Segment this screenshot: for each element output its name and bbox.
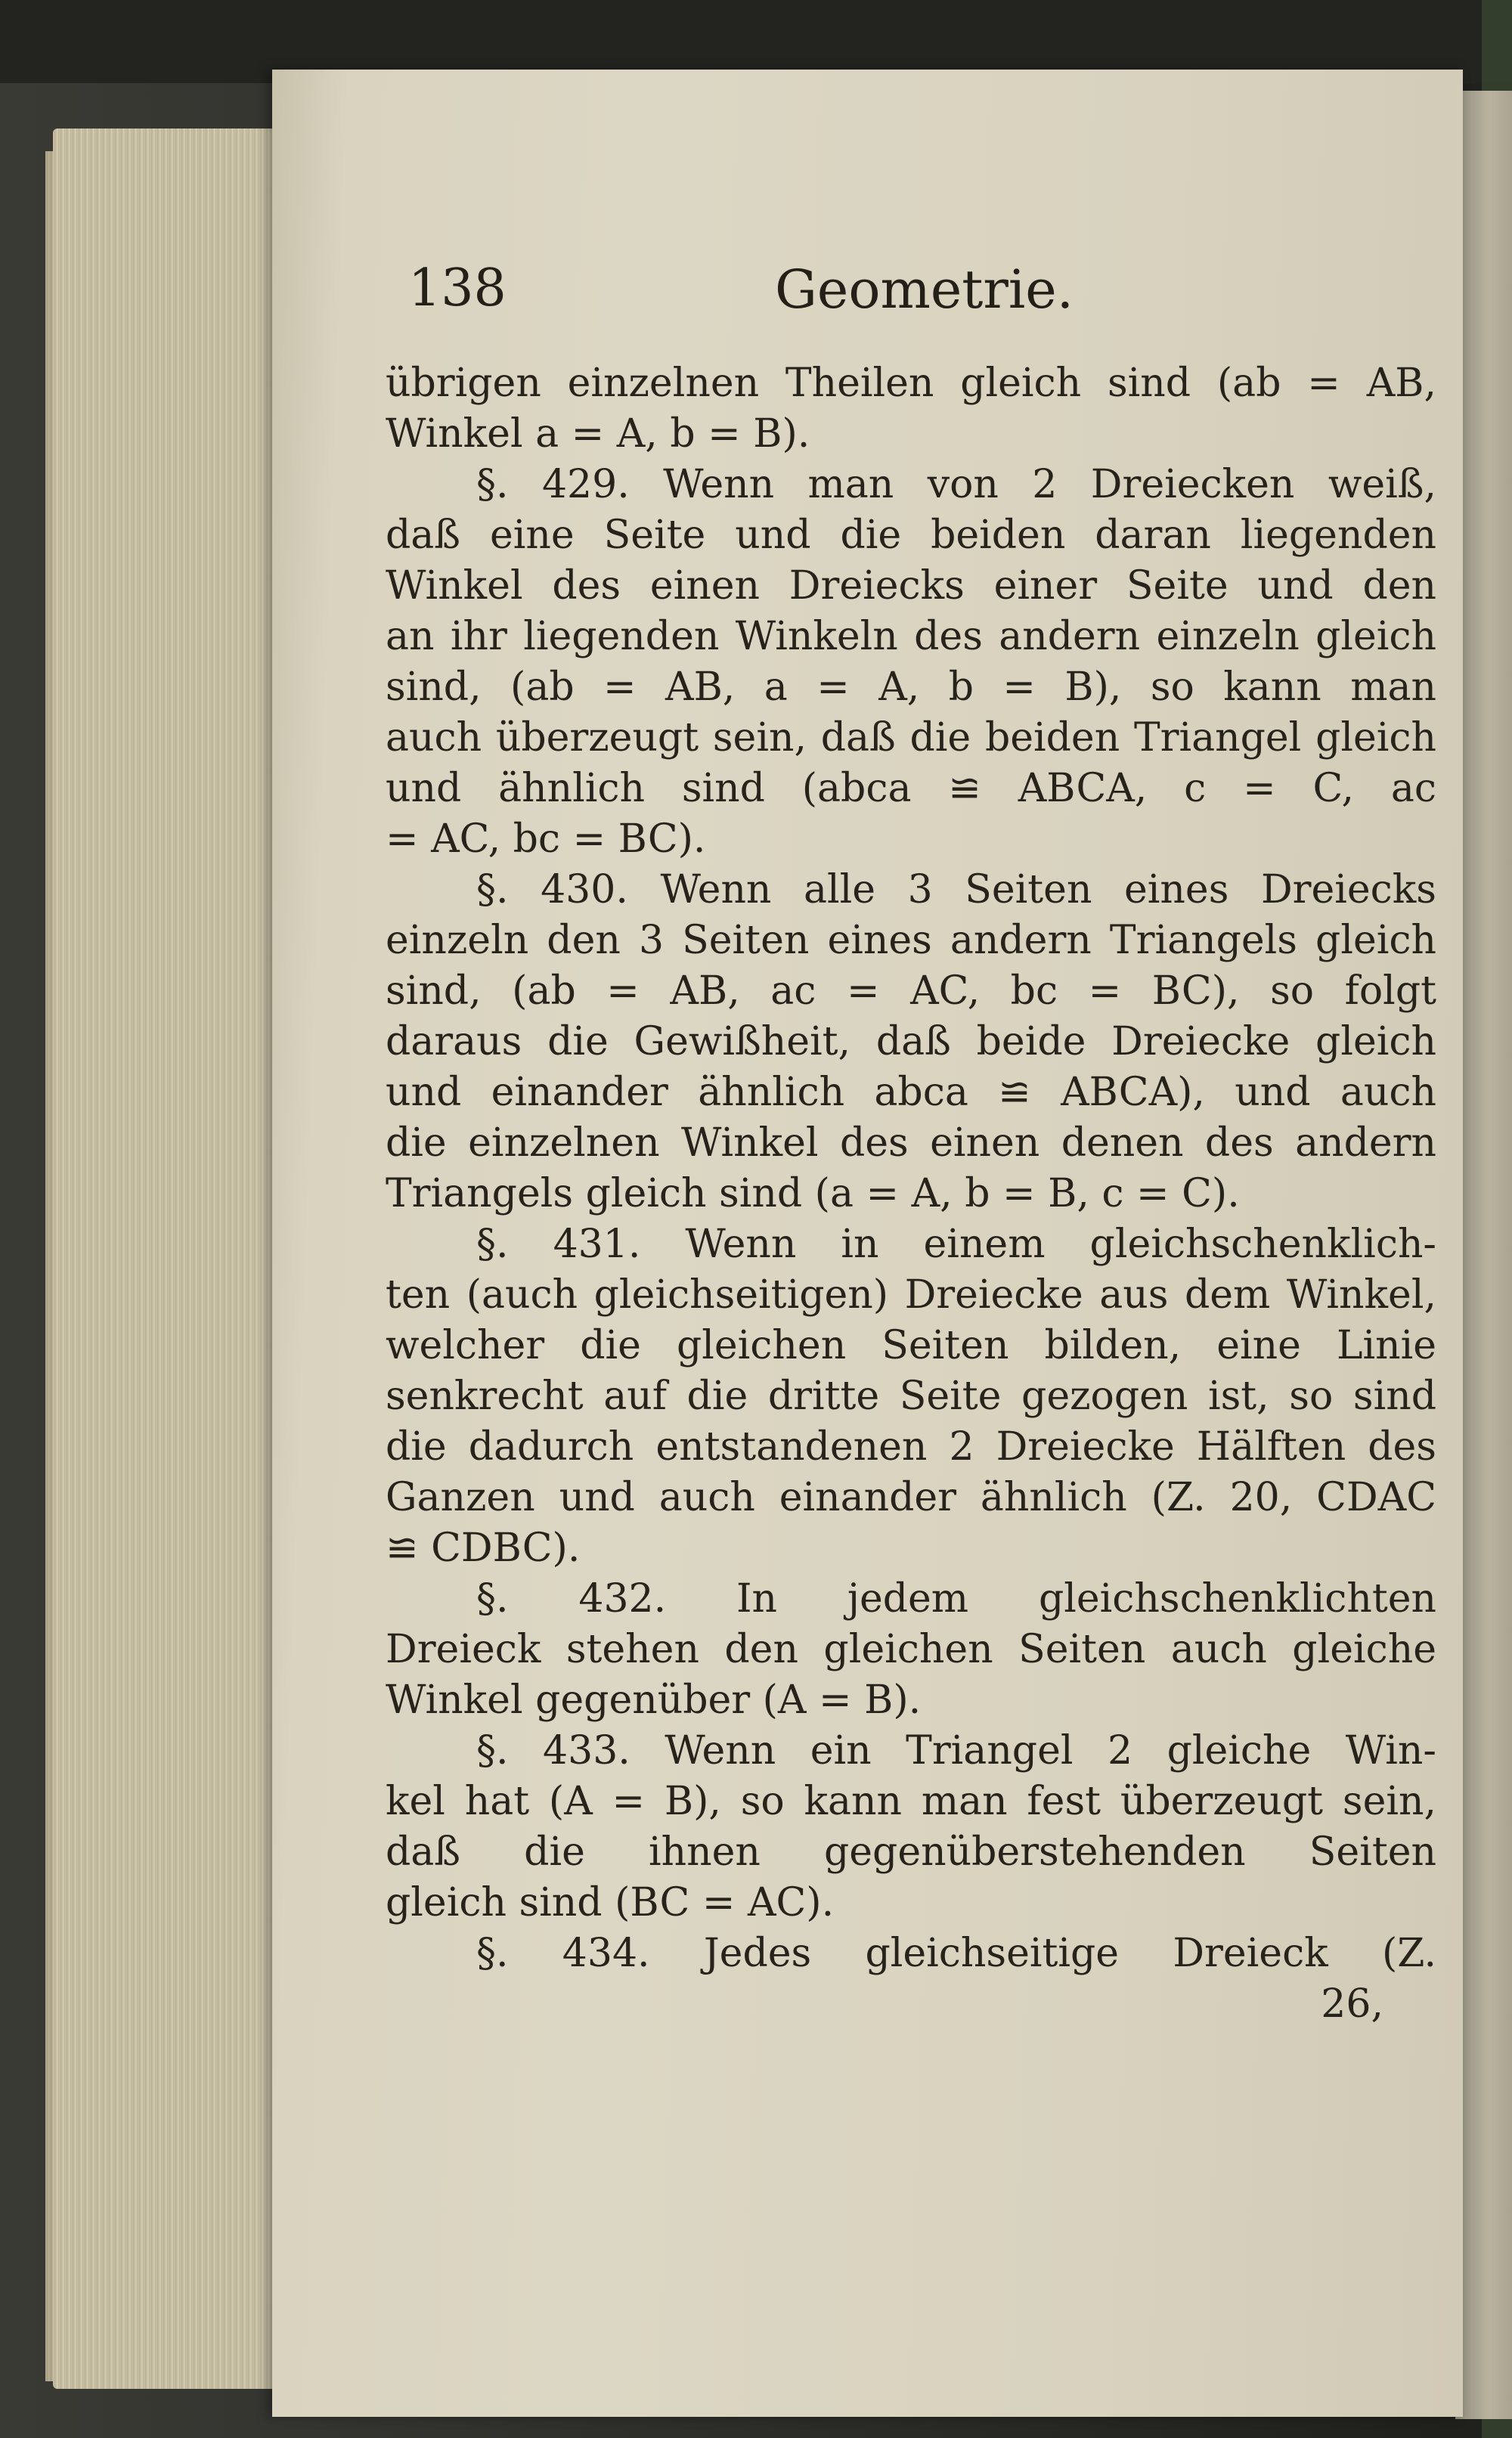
text-line: auch überzeugt sein, daß die beiden Triangel gleich: [386, 715, 1436, 761]
text-line: senkrecht auf die dritte Seite gezogen ist, so sind: [386, 1374, 1436, 1419]
text-line: daraus die Gewißheit, daß beide Dreiecke gleich: [386, 1019, 1436, 1064]
book-page: [272, 70, 1463, 2417]
text-line: einzeln den 3 Seiten eines andern Triangels gleich: [386, 918, 1436, 963]
text-line: gleich sind (BC = AC).: [386, 1880, 835, 1925]
text-line: Dreieck stehen den gleichen Seiten auch gleiche: [386, 1627, 1436, 1672]
text-line: Winkel des einen Dreiecks einer Seite und den: [386, 563, 1436, 609]
text-line: Winkel a = A, b = B).: [386, 411, 810, 457]
text-line: und ähnlich sind (abca ≌ ABCA, c = C, ac: [386, 766, 1436, 811]
paragraph-433-start: §. 433. Wenn ein Triangel 2 gleiche Win-: [476, 1728, 1436, 1774]
text-line: daß die ihnen gegenüberstehenden Seiten: [386, 1829, 1436, 1875]
text-line: Triangels gleich sind (a = A, b = B, c = C).: [386, 1171, 1240, 1216]
text-line: an ihr liegenden Winkeln des andern einzeln gleich: [386, 614, 1436, 659]
paragraph-429-start: §. 429. Wenn man von 2 Dreiecken weiß,: [476, 462, 1436, 507]
text-line: ten (auch gleichseitigen) Dreiecke aus dem Winkel,: [386, 1272, 1436, 1318]
text-line: übrigen einzelnen Theilen gleich sind (ab = AB,: [386, 361, 1436, 406]
catchword: 26,: [1321, 1981, 1383, 2027]
paragraph-431-start: §. 431. Wenn in einem gleichschenklich-: [476, 1222, 1436, 1267]
facing-page-strip: [1455, 91, 1512, 2419]
text-line: die einzelnen Winkel des einen denen des andern: [386, 1120, 1436, 1166]
paragraph-430-start: §. 430. Wenn alle 3 Seiten eines Dreiecks: [476, 867, 1436, 912]
text-line: die dadurch entstandenen 2 Dreiecke Hälften des: [386, 1424, 1436, 1470]
text-line: und einander ähnlich abca ≌ ABCA), und auch: [386, 1070, 1436, 1115]
text-line: ≌ CDBC).: [386, 1526, 581, 1571]
text-line: daß eine Seite und die beiden daran liegenden: [386, 513, 1436, 558]
text-line: Ganzen und auch einander ähnlich (Z. 20, CDAC: [386, 1475, 1436, 1520]
body-text: [386, 358, 1436, 2030]
running-title: Geometrie.: [775, 259, 1074, 321]
text-line: sind, (ab = AB, ac = AC, bc = BC), so folgt: [386, 968, 1436, 1014]
paragraph-434-start: §. 434. Jedes gleichseitige Dreieck (Z.: [476, 1931, 1436, 1976]
text-line: kel hat (A = B), so kann man fest überzeugt sein,: [386, 1779, 1436, 1824]
page-number: 138: [408, 259, 507, 318]
text-line: = AC, bc = BC).: [386, 816, 706, 862]
paragraph-432-start: §. 432. In jedem gleichschenklichten: [476, 1576, 1436, 1622]
page-stack-edges: [53, 129, 280, 2389]
text-line: Winkel gegenüber (A = B).: [386, 1677, 922, 1723]
text-line: welcher die gleichen Seiten bilden, eine Linie: [386, 1323, 1436, 1368]
text-line: sind, (ab = AB, a = A, b = B), so kann man: [386, 664, 1436, 710]
page-header: [272, 183, 1463, 321]
